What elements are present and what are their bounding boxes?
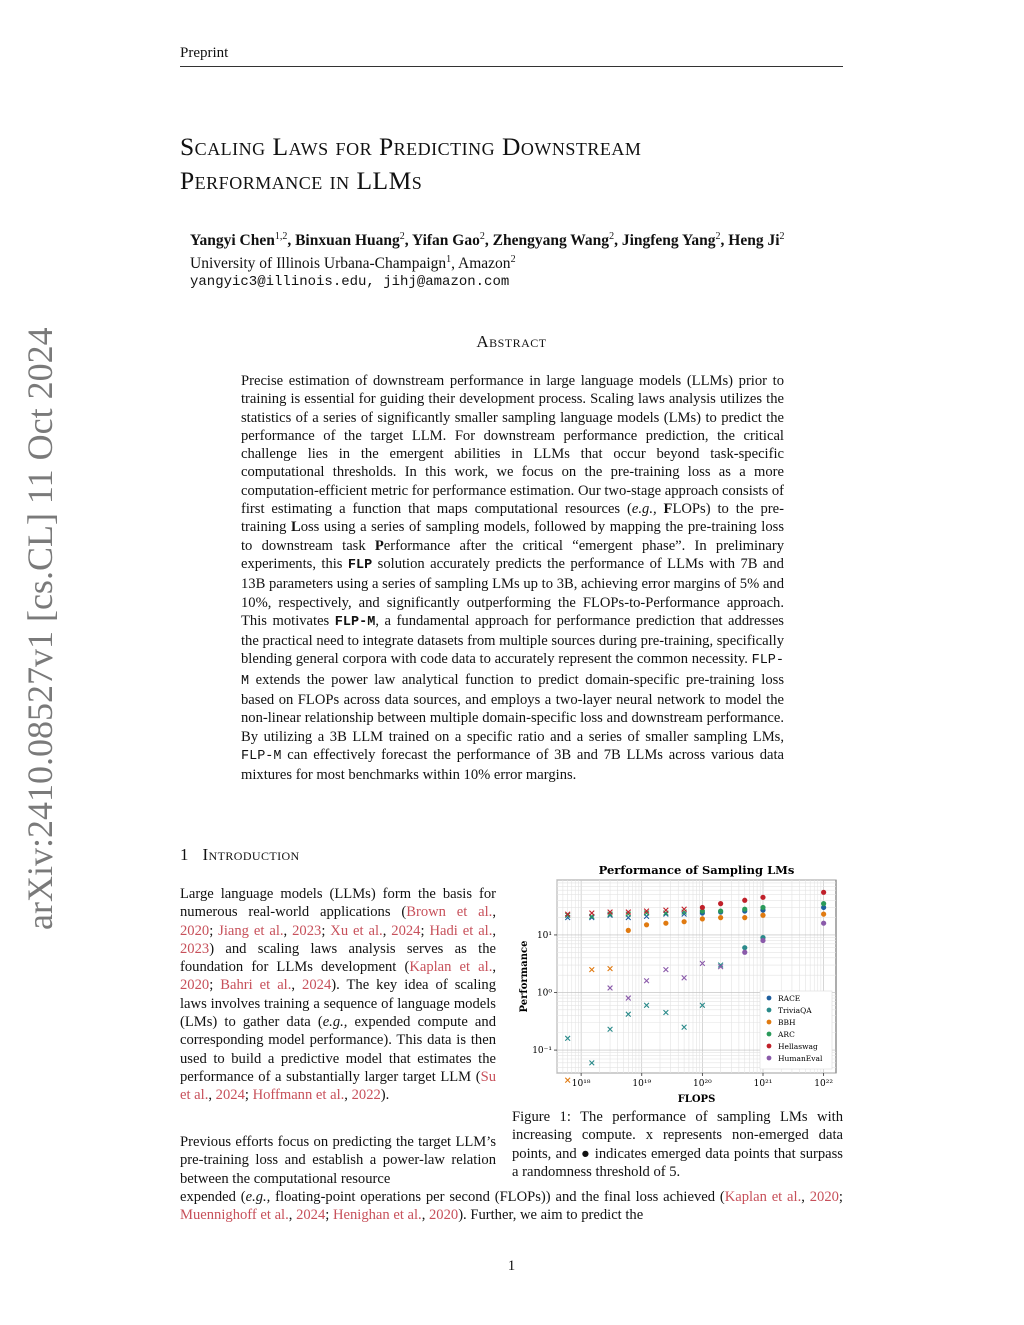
text: ; [209,922,219,939]
citation-link[interactable]: 2020 [809,1189,839,1205]
author-names: Yangyi Chen$^{1,2}$, Binxuan Huang$^2$, Yifan Gao$^2$, Zhengyang Wang$^2$, Jingfeng Yang$^2$, Heng Ji$^2$ [190,231,785,250]
text: ; [321,922,331,939]
citation-link[interactable]: 2020 [180,977,210,994]
text: , [492,904,496,921]
author-sup: 2 [479,231,485,242]
data-point-emerged [821,912,826,917]
citation-link[interactable]: 2022 [351,1087,381,1104]
abstract-text: , a fundamental approach for performance prediction that addresses the practical need to integrate datasets from multiple sources during pre-training, specifically blending general corpora with code data to accurately represent the common necessity. [241,612,785,668]
y-axis-label: Performance [519,940,530,1013]
x-tick-label: 10¹⁹ [632,1079,652,1089]
page-number: 1 [507,1258,516,1274]
text: expended ( [180,1189,246,1205]
affiliation-sup: 1 [446,254,452,266]
abstract-text: Precise estimation of downstream performance in large language models (LLMs) prior to training is essential for guiding their development process. Scaling laws analysis utilizes the statistics of a series of significantly smaller sampling language models (LMs) to predict the performance of the target LLM. For downstream performance prediction, the critical challenge lies in the emergent abilities in LLMs that occur beyond task-specific computational thresholds. In this work, we focus on the pre-training loss as a more computation-efficient metric for performance estimation. Our two-stage approach consists of first estimating a function that maps computational resources ( [241,373,784,518]
method-name: FLP [347,557,373,573]
citation-link[interactable]: 2023 [180,940,210,957]
intro-paragraph [180,885,496,1105]
affiliation-sup: 2 [510,254,516,266]
abstract-text: erformance after the critical “emergent phase”. In preliminary experiments, this [241,537,784,572]
data-point-non-emerged [565,1078,570,1083]
chart-title: Performance of Sampling LMs [598,863,795,877]
data-point-emerged [760,905,765,910]
author-emails[interactable]: yangyic3@illinois.edu, jihj@amazon.com [190,274,510,291]
text: ) and scaling laws analysis serves as the foundation for LLMs development ( [180,940,496,976]
citation-link[interactable]: Hadi et al. [429,922,493,939]
text: , [421,1207,429,1224]
text: ; [420,922,430,939]
data-point-emerged [644,922,649,927]
abstract-emph: F [663,501,673,518]
abstract-text: can effectively forecast the performance of 3B and 7B LLMs across various data mixtures for most benchmarks within 10% error margins. [241,746,784,784]
section-number: 1 [180,845,189,864]
abstract-text: solution accurately predicts the performance of LLMs with 7B and 13B parameters using a series of sampling LMs up to 3B, achieving error margins of 5% and 10%, respectively, and significantly outperforming the FLOPs-to-Performance approach. This motivates [241,555,784,629]
author: Heng Ji [728,232,780,250]
text: ; [325,1207,333,1224]
method-name: FLP-M [241,653,784,689]
data-point-emerged [821,890,826,895]
data-point-emerged [742,945,747,950]
affiliations: University of Illinois Urbana-Champaign$^1$, Amazon$^2$ [190,254,516,273]
abstract-emph: L [290,519,301,536]
y-tick-label: 10⁰ [536,988,552,999]
abstract-heading: Abstract [476,332,547,351]
abstract-text: LOPs) to the pre-training [241,501,784,536]
legend-label: HumanEval [778,1054,823,1063]
legend-marker [767,1032,772,1037]
citation-link[interactable]: Kaplan et al. [409,959,493,976]
x-tick-label: 10²¹ [753,1079,773,1089]
method-name: FLP-M [241,748,282,764]
abstract-emph: P [374,537,384,554]
citation-link[interactable]: 2024 [296,1207,326,1224]
citation-link[interactable]: Henighan et al. [332,1207,422,1224]
text: , [208,1087,216,1104]
text: , [291,977,303,994]
text: e.g., [322,1014,348,1031]
abstract-text: extends the power law analytical function to predict domain-specific pre-training loss based on FLOPs across data sources, and employs a two-layer neural network to model the non-linear relationship between multiple domain-specific loss and downstream performance. By utilizing a 3B LLM trained on a specific ratio and a series of smaller sampling LMs, [241,671,784,745]
title-line-1: Scaling Laws for Predicting Downstream [180,132,642,161]
arxiv-stamp: arXiv:2410.08527v1 [cs.CL] 11 Oct 2024 [20,327,60,930]
data-point-emerged [700,905,705,910]
abstract-text: oss using a series of sampling models, followed by mapping the pre-training loss to downstream task [241,519,784,554]
citation-link[interactable]: 2024 [302,977,332,994]
author-sup: 2 [399,231,405,242]
citation-link[interactable]: 2023 [292,922,322,939]
citation-link[interactable]: 2020 [180,922,210,939]
citation-link[interactable]: 2024 [215,1087,245,1104]
legend-marker [767,1008,772,1013]
text: ; [244,1087,253,1104]
author: Yangyi Chen [190,232,275,250]
citation-link[interactable]: Brown et al. [406,904,493,921]
citation-link[interactable]: Su et al. [180,1068,496,1104]
data-point-emerged [742,898,747,903]
data-point-emerged [718,901,723,906]
page-header: Preprint [180,45,843,67]
affiliation: Amazon [458,255,511,273]
legend-label: Hellaswag [778,1042,818,1051]
x-tick-label: 10¹⁸ [571,1079,591,1089]
data-point-emerged [626,928,631,933]
legend-marker [767,1044,772,1049]
legend-marker [767,996,772,1001]
section-title: Introduction [202,845,300,864]
citation-link[interactable]: Bahri et al. [220,977,292,994]
text: ; [838,1189,843,1205]
legend-label: BBH [778,1018,796,1027]
abstract-text: e.g., [631,501,657,518]
text: Large language models (LLMs) form the basis for numerous real-world applications ( [180,886,496,921]
author-sup: 1,2 [274,231,288,242]
x-axis-label: FLOPS [677,1094,716,1105]
legend-marker [767,1056,772,1061]
legend-label: ARC [778,1030,795,1039]
citation-link[interactable]: 2020 [429,1207,459,1224]
x-tick-label: 10²⁰ [693,1079,712,1089]
text: , [801,1189,810,1205]
text: , [344,1087,352,1104]
data-point-emerged [663,921,668,926]
data-point-emerged [821,921,826,926]
text: , [283,922,293,939]
author-sup: 2 [715,231,721,242]
figure-caption: Figure 1: The performance of sampling LMs with increasing compute. x represents non-emerged data points, and ● indicates emerged data points that surpass a randomness threshold of 5. [512,1109,843,1180]
author: Binxuan Huang [295,232,400,250]
data-point-emerged [718,915,723,920]
author: Jingfeng Yang [621,232,716,250]
text: expended compute and corresponding model performance). This data is then used to build a predictive model that estimates the performance of a substantially larger target LLM ( [180,1014,496,1085]
citation-link[interactable]: 2024 [391,922,421,939]
abstract-body [241,372,784,785]
data-point-emerged [742,907,747,912]
data-point-emerged [718,908,723,913]
section-heading [180,845,300,865]
method-name: FLP-M [334,614,376,630]
y-tick-label: 10⁻¹ [532,1046,552,1057]
citation-link[interactable]: Muennighoff et al. [180,1207,289,1224]
text: floating-point operations per second (FLOPs)) and the final loss achieved ( [270,1189,725,1205]
x-tick-label: 10²² [814,1079,833,1089]
citation-link[interactable]: Xu et al. [330,922,383,939]
text: ). Further, we aim to predict the [458,1207,644,1224]
performance-chart [512,860,843,1106]
text: ). [380,1087,390,1104]
abstract-text [657,501,664,517]
data-point-emerged [700,916,705,921]
data-point-emerged [760,913,765,918]
author: Yifan Gao [411,232,480,250]
text: , [492,922,497,939]
author-sup: 2 [609,231,615,242]
text: , [382,922,392,939]
data-point-emerged [821,901,826,906]
data-point-emerged [682,919,687,924]
citation-link[interactable]: Jiang et al. [218,922,284,939]
author-block [190,227,850,292]
citation-link[interactable]: Hoffmann et al. [252,1087,345,1104]
legend-label: RACE [778,994,801,1003]
text: , [288,1207,297,1224]
text: ). The key idea of scaling laws involves training a sequence of language models (LMs) to gather data ( [180,977,497,1031]
y-tick-label: 10¹ [536,930,552,941]
figure-1 [512,860,843,1106]
affiliation: University of Illinois Urbana-Champaign [190,255,447,273]
author-sup: 2 [779,231,785,242]
legend-marker [767,1020,772,1025]
paper-title [180,130,843,198]
data-point-emerged [742,915,747,920]
text: , [492,959,496,976]
legend-label: TriviaQA [778,1006,812,1015]
text: ; [209,977,221,994]
intro-paragraph-2: Previous efforts focus on predicting the target LLM’s pre-training loss and establish a power-law relation between the computational resource [180,1134,496,1187]
data-point-emerged [760,895,765,900]
data-point-emerged [742,950,747,955]
title-line-2: Performance in LLMs [180,166,423,195]
author: Zhengyang Wang [492,232,610,250]
text: e.g., [245,1189,271,1205]
data-point-emerged [760,938,765,943]
intro-paragraph-2-cont [180,1188,843,1225]
citation-link[interactable]: Kaplan et al. [724,1189,802,1205]
